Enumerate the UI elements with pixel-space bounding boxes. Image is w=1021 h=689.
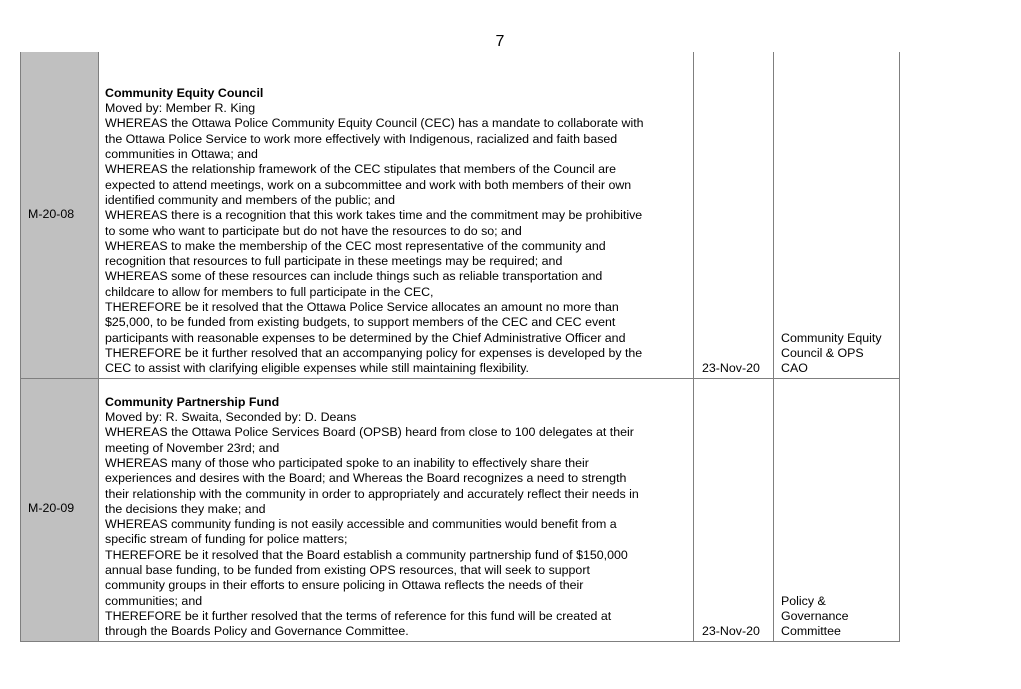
motion-text-line: WHEREAS community funding is not easily accessible and communities would benefit from a — [105, 517, 617, 532]
motion-date: 23-Nov-20 — [694, 52, 774, 378]
motion-row — [21, 52, 900, 378]
motion-date: 23-Nov-20 — [694, 378, 774, 641]
motion-rows — [21, 52, 900, 641]
motion-text-line: annual base funding, to be funded from existing OPS resources, that will seek to support — [105, 563, 590, 578]
motion-id: M-20-09 — [21, 378, 99, 641]
motion-text-line: meeting of November 23rd; and — [105, 440, 280, 455]
motion-text-line: childcare to allow for members to full participate in the CEC, — [105, 284, 434, 299]
motion-text-line: the decisions they make; and — [105, 501, 266, 516]
motion-text-line: to some who want to participate but do not have the resources to do so; and — [105, 223, 522, 238]
motion-responsible — [774, 378, 900, 641]
motion-text-line: communities in Ottawa; and — [105, 147, 258, 162]
motion-text-line: THEREFORE be it resolved that the Board establish a community partnership fund of $150,000 — [105, 547, 628, 562]
responsible-line: Governance — [781, 608, 849, 623]
motion-text-line: WHEREAS to make the membership of the CEC most representative of the community and — [105, 238, 606, 253]
motion-text-line: WHEREAS there is a recognition that this work takes time and the commitment may be prohibitive — [105, 208, 643, 223]
motion-text-line: WHEREAS the relationship framework of the CEC stipulates that members of the Council are — [105, 162, 616, 177]
responsible-line: Community Equity — [781, 330, 882, 345]
motion-text-line: WHEREAS the Ottawa Police Community Equity Council (CEC) has a mandate to collaborate with — [105, 116, 644, 131]
motion-text-line: the Ottawa Police Service to work more effectively with Indigenous, racialized and faith based — [105, 131, 618, 146]
motion-text-line: WHEREAS the Ottawa Police Services Board (OPSB) heard from close to 100 delegates at their — [105, 425, 634, 440]
motion-text-line: THEREFORE be it further resolved that the terms of reference for this fund will be created at — [105, 608, 612, 623]
motion-text-line: WHEREAS many of those who participated spoke to an inability to effectively share their — [105, 455, 589, 470]
motion-text-line: THEREFORE be it resolved that the Ottawa Police Service allocates an amount no more than — [105, 300, 619, 315]
motion-text-line: specific stream of funding for police matters; — [105, 532, 348, 547]
motion-text-line: community groups in their efforts to ensure policing in Ottawa reflects the needs of their — [105, 578, 584, 593]
motion-text-line: Moved by: R. Swaita, Seconded by: D. Deans — [105, 410, 357, 425]
motion-text-line: $25,000, to be funded from existing budgets, to support members of the CEC and CEC event — [105, 315, 616, 330]
motion-text-line: WHEREAS some of these resources can include things such as reliable transportation and — [105, 269, 603, 284]
motion-text-cell — [99, 52, 694, 378]
motion-title: Community Partnership Fund — [105, 394, 280, 409]
motion-id: M-20-08 — [21, 52, 99, 378]
motion-text-line: identified community and members of the public; and — [105, 192, 395, 207]
motion-title: Community Equity Council — [105, 85, 264, 100]
responsible-line: Council & OPS — [781, 345, 864, 360]
motion-text-line: through the Boards Policy and Governance Committee. — [105, 624, 409, 639]
motion-text-line: Moved by: Member R. King — [105, 101, 256, 116]
motion-text-line: participants with reasonable expenses to be determined by the Chief Administrative Officer and — [105, 330, 626, 345]
motion-text-line: expected to attend meetings, work on a subcommittee and work with both members of their own — [105, 177, 632, 192]
motion-text-line: THEREFORE be it further resolved that an accompanying policy for expenses is developed by the — [105, 345, 643, 360]
page-number: 7 — [495, 33, 505, 50]
motion-text-line: recognition that resources to full participate in these meetings may be required; and — [105, 254, 563, 269]
motion-responsible — [774, 52, 900, 378]
motion-row — [21, 378, 900, 641]
motions-table — [20, 52, 900, 642]
motion-text-line: communities; and — [105, 593, 203, 608]
motion-text-line: CEC to assist with clarifying eligible expenses while still maintaining flexibility. — [105, 361, 529, 376]
motion-text-line: their relationship with the community in order to appropriately and accurately reflect their needs in — [105, 486, 639, 501]
responsible-line: Policy & — [781, 593, 826, 608]
motion-text-cell — [99, 378, 694, 641]
responsible-line: CAO — [781, 361, 808, 376]
motion-text-line: experiences and desires with the Board; and Whereas the Board recognizes a need to strength — [105, 471, 627, 486]
responsible-line: Committee — [781, 624, 841, 639]
